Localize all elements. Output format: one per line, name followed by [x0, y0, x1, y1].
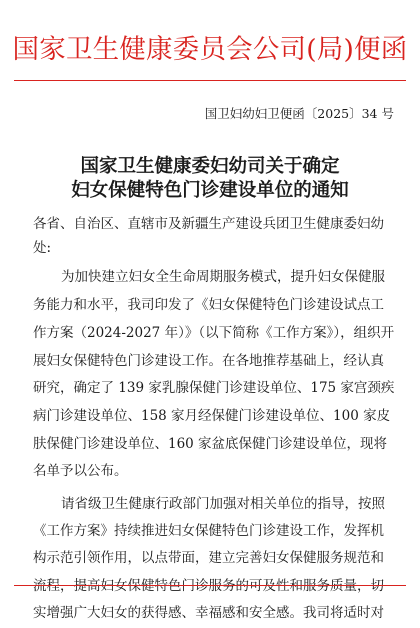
document-number: 国卫妇幼妇卫便函〔2025〕34 号	[204, 106, 394, 121]
document-title-line-1: 国家卫生健康委妇幼司关于确定	[80, 156, 340, 177]
letterhead-red-rule	[14, 80, 406, 81]
body-text-line: 研究，确定了 139 家乳腺保健门诊建设单位、175 家宫颈疾	[33, 380, 395, 396]
letterhead-title: 国家卫生健康委员会公司(局)便函	[12, 34, 408, 65]
body-text-line: 作方案（2024-2027 年）》（以下简称《工作方案》），组织开	[33, 325, 395, 341]
body-text-line: 肤保健门诊建设单位、160 家盆底保健门诊建设单位，现将	[33, 436, 388, 452]
body-text-line: 流程，提高妇女保健特色门诊服务的可及性和服务质量，切	[33, 578, 384, 594]
body-text-line: 构示范引领作用，以点带面，建立完善妇女保健服务规范和	[33, 550, 384, 566]
body-text-line: 请省级卫生健康行政部门加强对相关单位的指导，按照	[61, 496, 385, 512]
body-text-line: 《工作方案》持续推进妇女保健特色门诊建设工作，发挥机	[33, 523, 384, 539]
body-text-line: 实增强广大妇女的获得感、幸福感和安全感。我司将适时对	[33, 605, 384, 621]
addressee-line: 各省、自治区、直辖市及新疆生产建设兵团卫生健康委妇幼	[33, 216, 384, 232]
document-title-line-2: 妇女保健特色门诊建设单位的通知	[71, 180, 349, 201]
body-text-line: 病门诊建设单位、158 家月经保健门诊建设单位、100 家皮	[33, 408, 391, 424]
body-text-line: 为加快建立妇女全生命周期服务模式，提升妇女保健服	[61, 269, 385, 285]
body-text-line: 名单予以公布。	[33, 463, 128, 479]
addressee-line: 处:	[33, 240, 52, 256]
body-text-line: 务能力和水平，我司印发了《妇女保健特色门诊建设试点工	[33, 297, 384, 313]
body-text-line: 展妇女保健特色门诊建设工作。在各地推荐基础上，经认真	[33, 353, 384, 369]
letterhead-bottom-rule	[14, 585, 406, 586]
